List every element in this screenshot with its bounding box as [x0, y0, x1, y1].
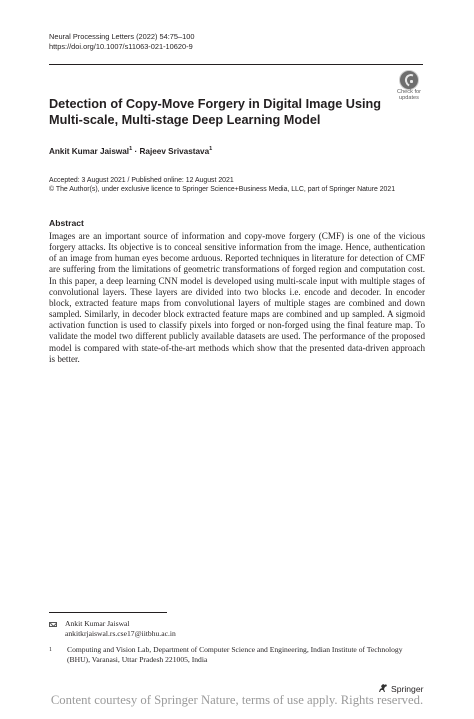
article-title: Detection of Copy-Move Forgery in Digital Image Using Multi-scale, Multi-stage Deep Learning Model: [49, 97, 382, 127]
journal-citation: Neural Processing Letters (2022) 54:75–100: [49, 32, 195, 41]
author-name[interactable]: Ankit Kumar Jaiswal: [49, 147, 130, 156]
dates-line: Accepted: 3 August 2021 / Published online: 12 August 2021: [49, 177, 234, 184]
author-list: [49, 147, 212, 156]
affiliation-marker: 1: [129, 146, 133, 152]
footnote-rule: [49, 612, 167, 613]
copyright-line: © The Author(s), under exclusive licence to Springer Science+Business Media, LLC, part of Springer Nature 2021: [49, 186, 396, 194]
publisher-name: Springer: [391, 684, 424, 694]
author-name[interactable]: Rajeev Srivastava: [139, 147, 210, 156]
check-for-updates-icon: [399, 70, 419, 90]
affiliation-text: Computing and Vision Lab, Department of Computer Science and Engineering, Indian Institute of Technology (BHU), Varanasi, Uttar Pradesh 221005, India: [67, 645, 403, 664]
courtesy-watermark: Content courtesy of Springer Nature, terms of use apply. Rights reserved.: [50, 693, 424, 707]
check-for-updates-badge[interactable]: [393, 70, 425, 104]
abstract-body: Images are an important source of information and copy-move forgery (CMF) is one of the vicious forgery attacks. Its objective is to conceal sensitive information from the image. Hence, authentication of an image from human eyes become arduous. Reported techniques in literature for detection of CMF are suffering from the limitations of geometric transformations of forged region and computation cost. In this paper, a deep learning CNN model is developed using multi-scale input with multiple stages of convolutional layers. These layers are divided into two blocks i.e. encode and decoder. In encoder block, extracted feature maps from convolutional layers of multiple stages are combined and down sampled. Similarly, in decoder block extracted feature maps are combined and up sampled. A sigmoid activation function is used to classify pixels into forged or non-forged using the final feature map. To validate the model two different publicly available datasets are used. The performance of the proposed model is compared with state-of-the-art methods which show that the presented data-driven approach is better.: [49, 231, 425, 364]
affiliation-marker: 1: [209, 146, 213, 152]
corresponding-author-email[interactable]: ankitkrjaiswal.rs.cse17@iitbhu.ac.in: [65, 629, 176, 638]
publication-history: [49, 176, 439, 195]
corresponding-author-name: Ankit Kumar Jaiswal: [65, 619, 130, 628]
header-rule: [49, 64, 423, 65]
abstract-heading: Abstract: [49, 218, 84, 228]
journal-doi[interactable]: https://doi.org/10.1007/s11063-021-10620-9: [49, 42, 193, 51]
author-separator: ·: [132, 147, 140, 156]
journal-header: [49, 32, 429, 52]
check-for-updates-label: Check for updates: [397, 89, 421, 102]
springer-horse-icon: [378, 683, 388, 693]
envelope-icon: [49, 622, 57, 627]
affiliation-number: 1: [49, 647, 52, 653]
